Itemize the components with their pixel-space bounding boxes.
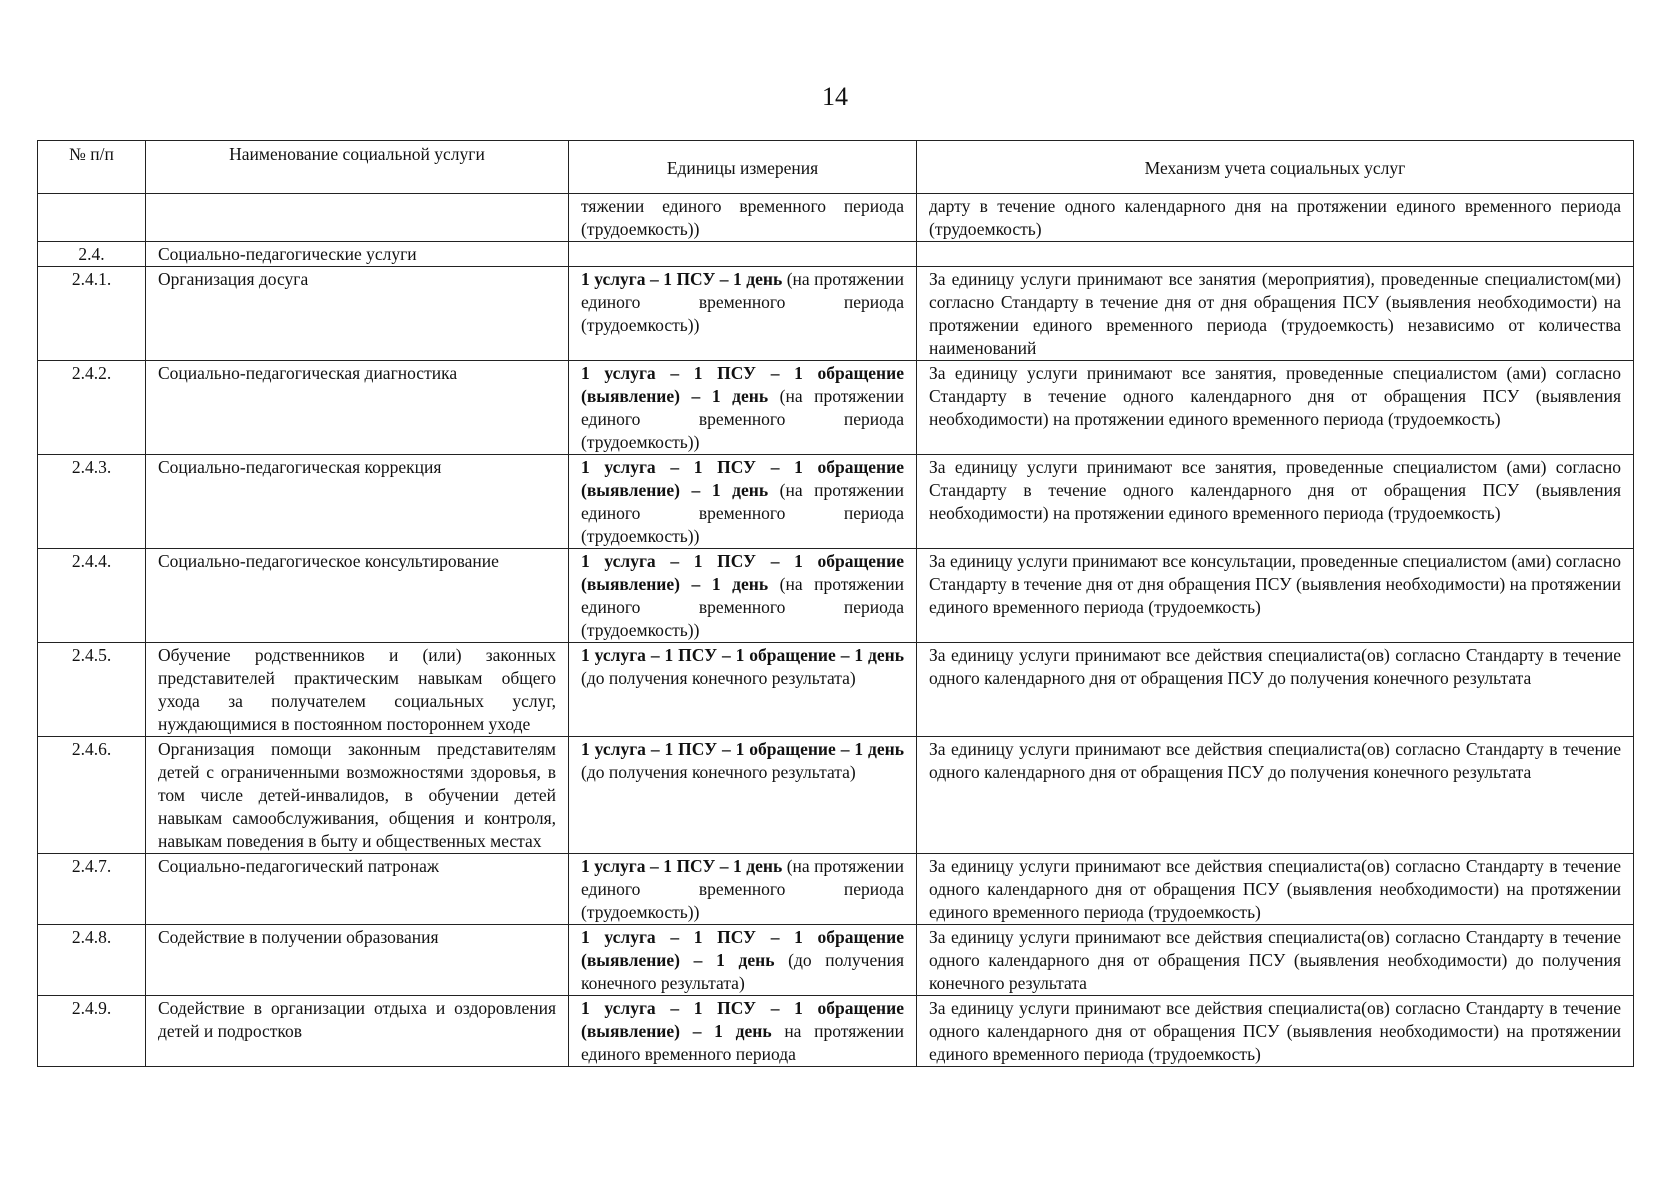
table-row [38,361,1634,455]
header-mechanism: Механизм учета социальных услуг [917,141,1634,194]
row-service-name: Обучение родственников и (или) законных представителей практическим навыкам общего ухода за получателем социальных услуг, нуждающимися в постоянном постороннем уходе [146,643,569,737]
row-service-name: Организация досуга [146,267,569,361]
row-unit-rest: (на протяжении единого временного периода (трудоемкость)) [581,856,904,922]
header-service-name: Наименование социальной услуги [146,141,569,194]
row-service-name: Социально-педагогическое консультирование [146,549,569,643]
row-mechanism: За единицу услуги принимают все занятия, проведенные специалистом (ами) согласно Стандарту в течение одного календарного дня от обращения ПСУ (выявления необходимости) на протяжении единого временного периода (трудоемкость) [917,455,1634,549]
row-unit-bold: 1 услуга – 1 ПСУ – 1 обращение (выявление) – 1 день [581,363,904,406]
row-unit-rest: (на протяжении единого временного периода (трудоемкость)) [581,574,904,640]
section-number: 2.4. [38,242,146,267]
row-number: 2.4.8. [38,925,146,996]
row-mechanism: За единицу услуги принимают все консультации, проведенные специалистом (ами) согласно Стандарту в течение дня от дня обращения ПСУ (выявления необходимости) на протяжении единого временного периода (трудоемкость) [917,549,1634,643]
row-number: 2.4.2. [38,361,146,455]
header-unit: Единицы измерения [569,141,917,194]
continuation-row [38,194,1634,242]
row-unit-rest: (на протяжении единого временного периода (трудоемкость)) [581,269,904,335]
row-unit [569,549,917,643]
continuation-number [38,194,146,242]
table-row [38,455,1634,549]
table-row [38,737,1634,854]
services-table [37,140,1634,1067]
row-number: 2.4.3. [38,455,146,549]
row-unit [569,996,917,1067]
row-unit-rest: (до получения конечного результата) [581,668,856,688]
header-number: № п/п [38,141,146,194]
row-unit [569,361,917,455]
section-mechanism-empty [917,242,1634,267]
row-unit-bold: 1 услуга – 1 ПСУ – 1 обращение (выявление) – 1 день [581,998,904,1041]
row-number: 2.4.9. [38,996,146,1067]
row-unit [569,455,917,549]
row-service-name: Содействие в организации отдыха и оздоровления детей и подростков [146,996,569,1067]
row-number: 2.4.4. [38,549,146,643]
row-mechanism: За единицу услуги принимают все занятия, проведенные специалистом (ами) согласно Стандарту в течение одного календарного дня от обращения ПСУ (выявления необходимости) на протяжении единого временного периода (трудоемкость) [917,361,1634,455]
row-mechanism: За единицу услуги принимают все действия специалиста(ов) согласно Стандарту в течение одного календарного дня от обращения ПСУ до получения конечного результата [917,737,1634,854]
row-service-name: Социально-педагогический патронаж [146,854,569,925]
row-unit-rest: на протяжении единого временного периода [581,1021,904,1064]
row-unit-bold: 1 услуга – 1 ПСУ – 1 день [581,269,783,289]
row-service-name: Содействие в получении образования [146,925,569,996]
table-row [38,643,1634,737]
table-row [38,925,1634,996]
row-unit-bold: 1 услуга – 1 ПСУ – 1 обращение (выявление) – 1 день [581,457,904,500]
section-row [38,242,1634,267]
row-mechanism: За единицу услуги принимают все действия специалиста(ов) согласно Стандарту в течение одного календарного дня от обращения ПСУ (выявления необходимости) на протяжении единого временного периода (трудоемкость) [917,854,1634,925]
row-number: 2.4.6. [38,737,146,854]
row-mechanism: За единицу услуги принимают все занятия (мероприятия), проведенные специалистом(ми) согласно Стандарту в течение дня от дня обращения ПСУ (выявления необходимости) на протяжении единого временного периода (трудоемкость) независимо от количества наименований [917,267,1634,361]
table-row [38,549,1634,643]
row-service-name: Социально-педагогическая диагностика [146,361,569,455]
continuation-unit: тяжении единого временного периода (трудоемкость)) [569,194,917,242]
row-number: 2.4.5. [38,643,146,737]
section-title: Социально-педагогические услуги [146,242,569,267]
row-unit-bold: 1 услуга – 1 ПСУ – 1 обращение – 1 день [581,739,904,759]
row-service-name: Социально-педагогическая коррекция [146,455,569,549]
row-unit [569,643,917,737]
row-unit-bold: 1 услуга – 1 ПСУ – 1 обращение (выявление) – 1 день [581,927,904,970]
row-mechanism: За единицу услуги принимают все действия специалиста(ов) согласно Стандарту в течение одного календарного дня от обращения ПСУ (выявления необходимости) до получения конечного результата [917,925,1634,996]
row-mechanism: За единицу услуги принимают все действия специалиста(ов) согласно Стандарту в течение одного календарного дня от обращения ПСУ (выявления необходимости) на протяжении единого временного периода (трудоемкость) [917,996,1634,1067]
row-unit-bold: 1 услуга – 1 ПСУ – 1 день [581,856,783,876]
table-row [38,996,1634,1067]
continuation-mechanism: дарту в течение одного календарного дня на протяжении единого временного периода (трудоемкость) [917,194,1634,242]
row-number: 2.4.7. [38,854,146,925]
row-unit [569,737,917,854]
page-number: 14 [822,82,848,111]
table-header-row [38,141,1634,194]
table-body [38,194,1634,1067]
row-number: 2.4.1. [38,267,146,361]
row-unit-rest: (до получения конечного результата) [581,762,856,782]
row-unit-bold: 1 услуга – 1 ПСУ – 1 обращение – 1 день [581,645,904,665]
row-unit-rest: (до получения конечного результата) [581,950,904,993]
table-row [38,267,1634,361]
row-unit [569,267,917,361]
row-unit-bold: 1 услуга – 1 ПСУ – 1 обращение (выявление) – 1 день [581,551,904,594]
table-row [38,854,1634,925]
row-unit-rest: (на протяжении единого временного периода (трудоемкость)) [581,386,904,452]
row-unit [569,925,917,996]
row-unit-rest: (на протяжении единого временного периода (трудоемкость)) [581,480,904,546]
row-mechanism: За единицу услуги принимают все действия специалиста(ов) согласно Стандарту в течение одного календарного дня от обращения ПСУ до получения конечного результата [917,643,1634,737]
row-unit [569,854,917,925]
row-service-name: Организация помощи законным представителям детей с ограниченными возможностями здоровья, в том числе детей-инвалидов, в обучении детей навыкам самообслуживания, общения и контроля, навыкам поведения в быту и общественных местах [146,737,569,854]
continuation-name [146,194,569,242]
section-unit-empty [569,242,917,267]
